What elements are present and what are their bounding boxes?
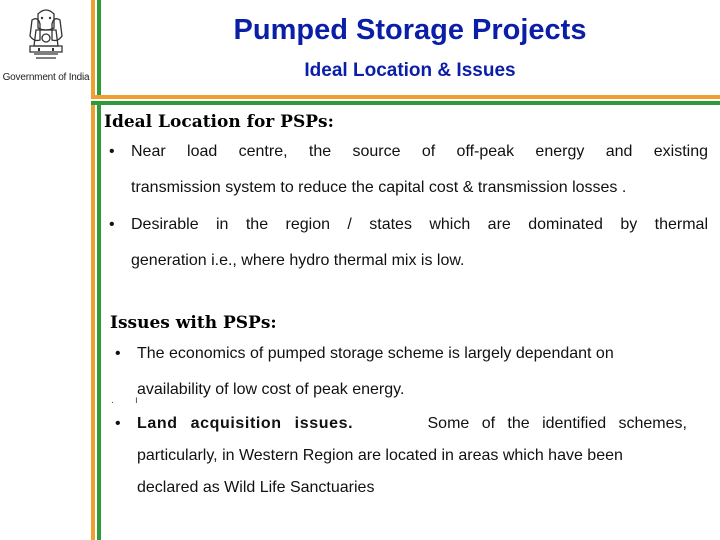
bullet-text-line: particularly, in Western Region are located in areas which have been: [137, 447, 623, 464]
bullet-icon: •: [109, 143, 115, 160]
list-item: [115, 408, 687, 504]
bullet-text-line: generation i.e., where hydro thermal mix is low.: [131, 252, 465, 269]
bullet-text-line: Desirable in the region / states which are dominated by thermal: [131, 216, 708, 233]
bullet-text-fragment: Some of the identified schemes,: [427, 415, 687, 432]
bullet-label: Land acquisition issues.: [137, 415, 354, 432]
page-title: Pumped Storage Projects: [233, 14, 587, 46]
issues-heading: Issues with PSPs:: [110, 313, 277, 333]
list-item: [115, 336, 685, 408]
bullet-text-line: availability of low cost of peak energy.: [137, 381, 405, 398]
bullet-text-line: The economics of pumped storage scheme is largely dependant on: [137, 345, 614, 362]
top-green-stripe: [91, 101, 720, 105]
bullet-text-line: transmission system to reduce the capital cost & transmission losses .: [131, 179, 627, 196]
list-item: [109, 134, 708, 206]
bullet-icon: •: [115, 345, 121, 362]
ideal-location-heading: Ideal Location for PSPs:: [104, 112, 334, 132]
stray-mark: ı: [135, 395, 138, 406]
page-subtitle: Ideal Location & Issues: [304, 60, 516, 81]
bullet-icon: •: [109, 216, 115, 233]
bullet-text-line: declared as Wild Life Sanctuaries: [137, 479, 375, 496]
bullet-text-line: Near load centre, the source of off-peak energy and existing: [131, 143, 708, 160]
stray-mark: .: [111, 395, 114, 406]
list-item: [109, 207, 708, 279]
logo-caption: Government of India: [2, 72, 90, 83]
bullet-icon: •: [115, 415, 121, 432]
bullet-text-line: [137, 408, 687, 440]
national-emblem-icon: [18, 6, 74, 72]
